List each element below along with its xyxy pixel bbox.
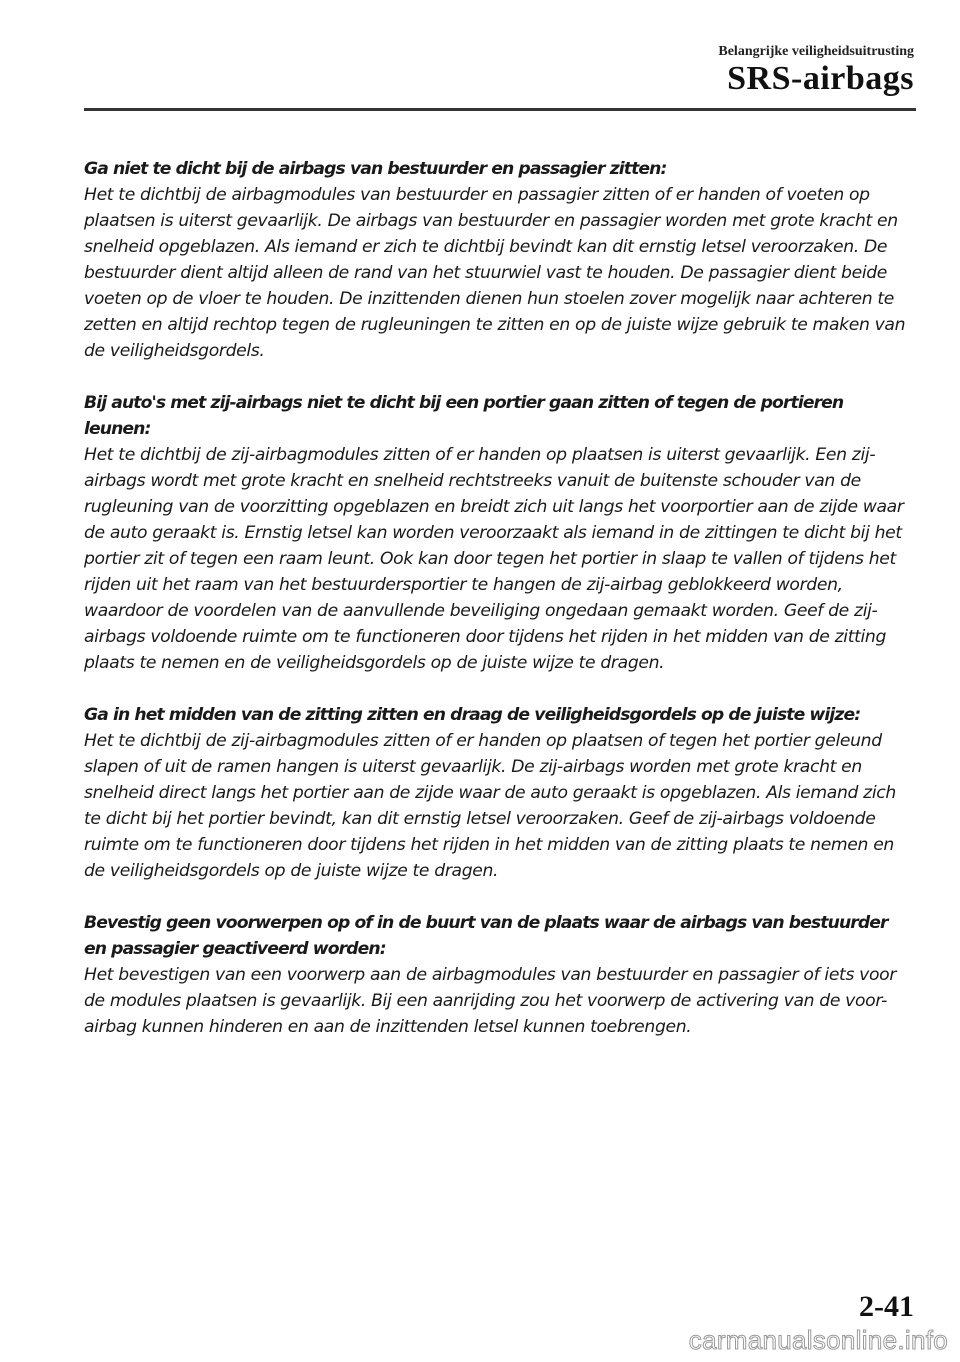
warning-title: Ga in het midden van de zitting zitten en draag de veiligheidsgordels op de juiste wijze: <box>84 705 861 725</box>
warning-body: Het bevestigen van een voorwerp aan de airbagmodules van bestuurder en passagier of iets voor de modules plaatsen is gevaarlijk. Bij een aanrijding zou het voorwerp de activering van de voor-airbag kunnen hinderen en aan de inzittenden letsel kunnen toebrengen. <box>84 965 897 1037</box>
section-heading: Belangrijke veiligheidsuitrusting <box>718 44 914 59</box>
warning-title: Bevestig geen voorwerpen op of in de buurt van de plaats waar de airbags van bestuurder en passagier geactiveerd worden: <box>84 913 888 959</box>
warning-block-seating-position <box>84 702 910 884</box>
warning-block-objects <box>84 910 910 1040</box>
header-divider <box>84 108 916 111</box>
warning-body: Het te dichtbij de zij-airbagmodules zitten of er handen op plaatsen is uiterst gevaarlijk. Een zij-airbags wordt met grote kracht en snelheid rechtstreeks vanuit de buitenste schouder van de rugleuning van de voorzitting opgeblazen en breidt zich uit langs het voorportier aan de zijde waar de auto geraakt is. Ernstig letsel kan worden veroorzaakt als iemand in de zittingen te dicht bij het portier zit of tegen een raam leunt. Ook kan door tegen het portier in slaap te vallen of tijdens het rijden uit het raam van het bestuurdersportier te hangen de zij-airbag geblokkeerd worden, waardoor de voordelen van de aanvullende beveiliging ongedaan gemaakt worden. Geef de zij-airbags voldoende ruimte om te functioneren door tijdens het rijden in het midden van de zitting plaats te nemen en de veiligheidsgordels op de juiste wijze te dragen. <box>84 445 904 673</box>
warning-block-front-airbags <box>84 156 910 364</box>
warning-body: Het te dichtbij de airbagmodules van bestuurder en passagier zitten of er handen of voeten op plaatsen is uiterst gevaarlijk. De airbags van bestuurder en passagier worden met grote kracht en snelheid opgeblazen. Als iemand er zich te dichtbij bevindt kan dit ernstig letsel veroorzaken. De bestuurder dient altijd alleen de rand van het stuurwiel vast te houden. De passagier dient beide voeten op de vloer te houden. De inzittenden dienen hun stoelen zover mogelijk naar achteren te zetten en altijd rechtop tegen de rugleuningen te zitten en op de juiste wijze gebruik te maken van de veiligheidsgordels. <box>84 185 906 361</box>
warning-block-side-airbags <box>84 390 910 676</box>
warning-content <box>84 156 910 1066</box>
watermark: carmanualsonline.info <box>688 1325 948 1355</box>
warning-body: Het te dichtbij de zij-airbagmodules zitten of er handen op plaatsen of tegen het portier geleund slapen of uit de ramen hangen is uiterst gevaarlijk. De zij-airbags worden met grote kracht en snelheid direct langs het portier aan de zijde waar de auto geraakt is opgeblazen. Als iemand zich te dicht bij het portier bevindt, kan dit ernstig letsel veroorzaken. Geef de zij-airbags voldoende ruimte om te functioneren door tijdens het rijden in het midden van de zitting plaats te nemen en de veiligheidsgordels op de juiste wijze te dragen. <box>84 731 896 881</box>
warning-title: Bij auto's met zij-airbags niet te dicht bij een portier gaan zitten of tegen de portieren leunen: <box>84 393 844 439</box>
page-title: SRS-airbags <box>727 60 914 97</box>
page-number: 2-41 <box>859 1290 914 1323</box>
warning-title: Ga niet te dicht bij de airbags van bestuurder en passagier zitten: <box>84 159 667 179</box>
